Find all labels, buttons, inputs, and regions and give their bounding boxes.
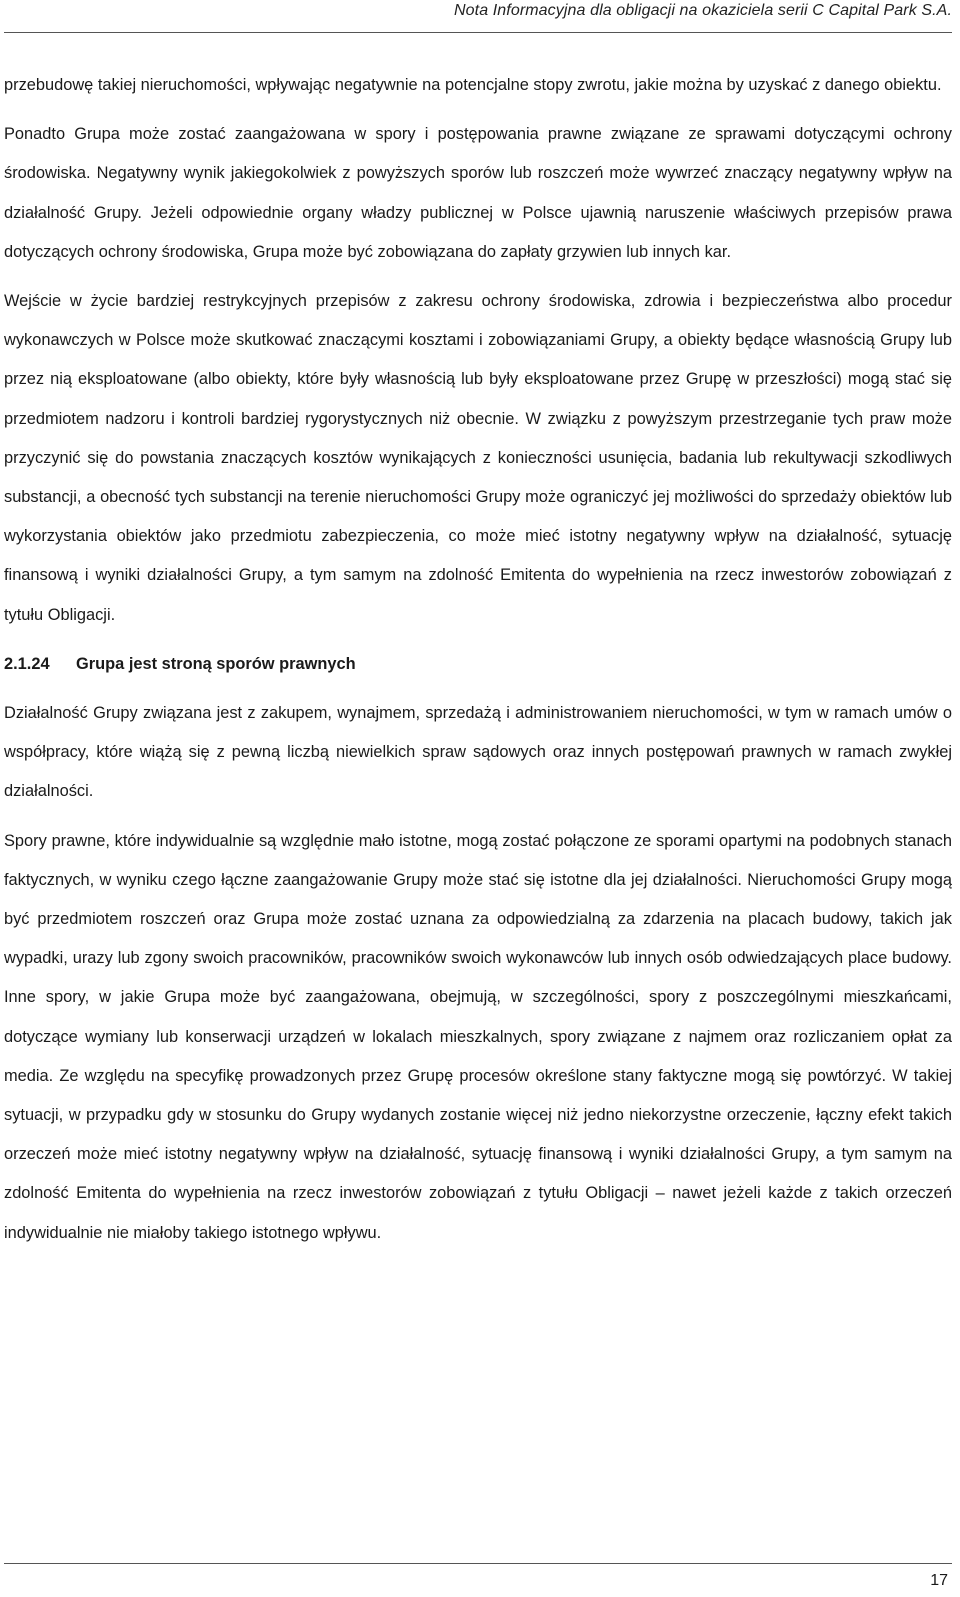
section-number: 2.1.24 xyxy=(4,654,50,673)
page-number: 17 xyxy=(930,1572,948,1589)
page-body xyxy=(4,66,952,1263)
running-header: Nota Informacyjna dla obligacji na okaziciela serii C Capital Park S.A. xyxy=(454,2,952,19)
paragraph-regulations: Wejście w życie bardziej restrykcyjnych przepisów z zakresu ochrony środowiska, zdrowia i bezpieczeństwa albo procedur wykonawczych w Polsce może skutkować znaczącymi kosztami i zobowiązaniami Grupy, a obiekty będące własnością Grupy lub przez nią eksploatowane (albo obiekty, które były własnością lub były eksploatowane przez Grupę w przeszłości) mogą stać się przedmiotem nadzoru i kontroli bardziej rygorystycznych niż obecnie. W związku z powyższym przestrzeganie tych praw może przyczynić się do powstania znaczących kosztów wynikających z konieczności usunięcia, badania lub rekultywacji szkodliwych substancji, a obecność tych substancji na terenie nieruchomości Grupy może ograniczyć jej możliwości do sprzedaży obiektów lub wykorzystania obiektów jako przedmiotu zabezpieczenia, co może mieć istotny negatywny wpływ na działalność, sytuację finansową i wyniki działalności Grupy, a tym samym na zdolność Emitenta do wypełnienia na rzecz inwestorów zobowiązań z tytułu Obligacji. xyxy=(4,292,952,624)
paragraph-legal-disputes: Spory prawne, które indywidualnie są względnie mało istotne, mogą zostać połączone ze sporami opartymi na podobnych stanach faktycznych, w wyniku czego łączne zaangażowanie Grupy może stać się istotne dla jej działalności. Nieruchomości Grupy mogą być przedmiotem roszczeń oraz Grupa może zostać uznana za odpowiedzialną za zdarzenia na placach budowy, takich jak wypadki, urazy lub zgony swoich pracowników, pracowników swoich wykonawców lub innych osób odwiedzających place budowy. Inne spory, w jakie Grupa może być zaangażowana, obejmują, w szczególności, spory z poszczególnymi mieszkańcami, dotyczące wymiany lub konserwacji urządzeń w lokalach mieszkalnych, spory związane z najmem oraz rozliczaniem opłat za media. Ze względu na specyfikę prowadzonych przez Grupę procesów określone stany faktyczne mogą się powtórzyć. W takiej sytuacji, w przypadku gdy w stosunku do Grupy wydanych zostanie więcej niż jedno niekorzystne orzeczenie, łączny efekt takich orzeczeń może mieć istotny negatywny wpływ na działalność, sytuację finansową i wyniki działalności Grupy, a tym samym na zdolność Emitenta do wypełnienia na rzecz inwestorów zobowiązań z tytułu Obligacji – nawet jeżeli każde z takich orzeczeń indywidualnie nie miałoby takiego istotnego wpływu. xyxy=(4,831,952,1242)
footer-divider xyxy=(4,1563,952,1564)
section-heading xyxy=(4,645,952,684)
header-divider xyxy=(4,32,952,33)
paragraph-environmental-disputes: Ponadto Grupa może zostać zaangażowana w spory i postępowania prawne związane ze sprawami dotyczącymi ochrony środowiska. Negatywny wynik jakiegokolwiek z powyższych sporów lub roszczeń może wywrzeć znaczący negatywny wpływ na działalność Grupy. Jeżeli odpowiednie organy władzy publicznej w Polsce ujawnią naruszenie właściwych przepisów prawa dotyczących ochrony środowiska, Grupa może być zobowiązana do zapłaty grzywien lub innych kar. xyxy=(4,125,952,261)
paragraph-business-scope: Działalność Grupy związana jest z zakupem, wynajmem, sprzedażą i administrowaniem nieruchomości, w tym w ramach umów o współpracy, które wiążą się z pewną liczbą niewielkich spraw sądowych oraz innych postępowań prawnych w ramach zwykłej działalności. xyxy=(4,704,952,801)
section-title: Grupa jest stroną sporów prawnych xyxy=(76,654,356,673)
paragraph-continued: przebudowę takiej nieruchomości, wpływając negatywnie na potencjalne stopy zwrotu, jakie można by uzyskać z danego obiektu. xyxy=(4,76,942,94)
